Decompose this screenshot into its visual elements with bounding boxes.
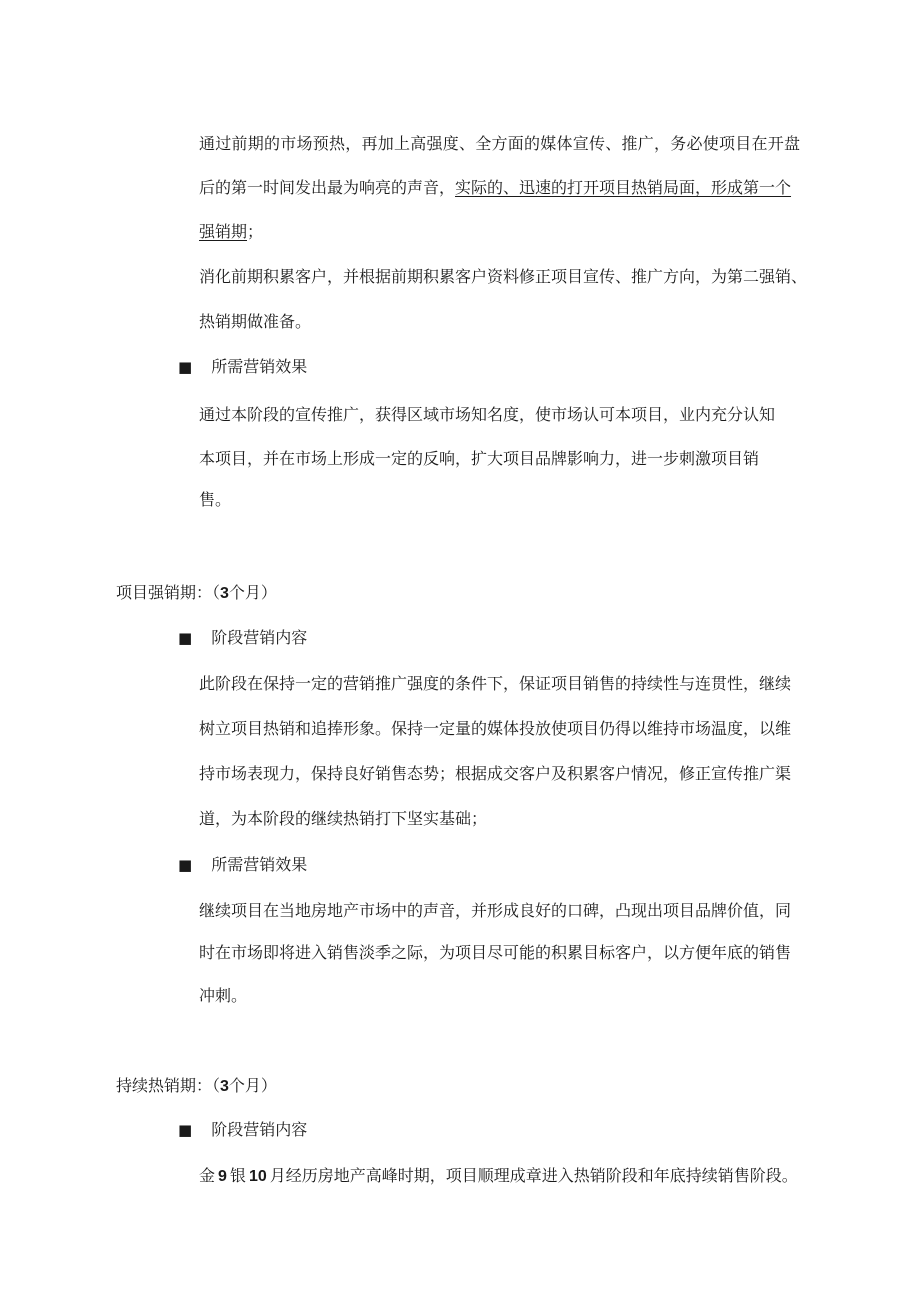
section3-content-label: 阶段营销内容 bbox=[211, 1120, 308, 1139]
section1-effect-bullet bbox=[178, 356, 307, 378]
section1-effect-line3: 售。 bbox=[199, 490, 232, 509]
section2-content-line1: 此阶段在保持一定的营销推广强度的条件下，保证项目销售的持续性与连贯性，继续 bbox=[199, 674, 792, 693]
section3-content-b: 银 bbox=[229, 1166, 246, 1185]
bullet-square-icon: ■ bbox=[178, 1121, 193, 1139]
section2-content-line4: 道，为本阶段的继续热销打下坚实基础； bbox=[199, 809, 488, 828]
section1-effect-line1: 通过本阶段的宣传推广，获得区域市场知名度，使市场认可本项目，业内充分认知 bbox=[199, 405, 776, 424]
section3-content-a: 金 bbox=[199, 1166, 216, 1185]
section1-para2-line1: 消化前期积累客户，并根据前期积累客户资料修正项目宣传、推广方向，为第二强销、 bbox=[199, 267, 808, 286]
bullet-square-icon: ■ bbox=[178, 358, 193, 376]
section3-heading-prefix: 持续热销期：（ bbox=[116, 1076, 221, 1095]
section3-content-num1: 9 bbox=[218, 1168, 227, 1185]
section2-content-label: 阶段营销内容 bbox=[211, 628, 308, 647]
section2-heading-prefix: 项目强销期：（ bbox=[116, 583, 221, 602]
section2-heading bbox=[116, 582, 277, 605]
section3-content-bullet bbox=[178, 1119, 307, 1141]
section1-para1-line3 bbox=[199, 221, 263, 243]
section2-effect-line3: 冲刺。 bbox=[199, 986, 248, 1005]
section1-effect-line2: 本项目，并在市场上形成一定的反响，扩大项目品牌影响力，进一步刺激项目销 bbox=[199, 449, 760, 468]
section3-content-c: 月经历房地产高峰时期，项目顺理成章进入热销阶段和年底持续销售阶段。 bbox=[269, 1166, 798, 1185]
section2-content-bullet bbox=[178, 627, 307, 649]
section2-heading-suffix: 个月） bbox=[228, 583, 277, 602]
section2-effect-line2: 时在市场即将进入销售淡季之际，为项目尽可能的积累目标客户，以方便年底的销售 bbox=[199, 943, 792, 962]
section2-effect-line1: 继续项目在当地房地产市场中的声音，并形成良好的口碑，凸现出项目品牌价值，同 bbox=[199, 901, 792, 920]
section1-para2-line2: 热销期做准备。 bbox=[199, 312, 312, 331]
section3-heading-suffix: 个月） bbox=[228, 1076, 277, 1095]
section2-content-line3: 持市场表现力，保持良好销售态势；根据成交客户及积累客户情况，修正宣传推广渠 bbox=[199, 764, 792, 783]
bullet-square-icon: ■ bbox=[178, 856, 193, 874]
section1-para1-line3-underlined: 强销期 bbox=[199, 222, 248, 241]
section1-para1-line1: 通过前期的市场预热，再加上高强度、全方面的媒体宣传、推广，务必使项目在开盘 bbox=[199, 134, 801, 153]
section1-para1-line2-underlined: 实际的、迅速的打开项目热销局面，形成第一个 bbox=[455, 178, 792, 197]
section2-effect-bullet bbox=[178, 854, 307, 876]
section3-content-line bbox=[199, 1165, 798, 1188]
section2-content-line2: 树立项目热销和追捧形象。保持一定量的媒体投放使项目仍得以维持市场温度，以维 bbox=[199, 719, 792, 738]
section3-heading-num: 3 bbox=[220, 1078, 229, 1095]
section2-effect-label: 所需营销效果 bbox=[211, 855, 308, 874]
section1-effect-label: 所需营销效果 bbox=[211, 357, 308, 376]
section2-heading-num: 3 bbox=[220, 585, 229, 602]
section1-para1-line2 bbox=[199, 177, 791, 199]
bullet-square-icon: ■ bbox=[178, 629, 193, 647]
section3-content-num2: 10 bbox=[248, 1168, 267, 1185]
section1-para1-line3-tail: ； bbox=[247, 222, 264, 241]
section3-heading bbox=[116, 1075, 277, 1098]
section1-para1-line2-plain: 后的第一时间发出最为响亮的声音， bbox=[199, 178, 456, 197]
